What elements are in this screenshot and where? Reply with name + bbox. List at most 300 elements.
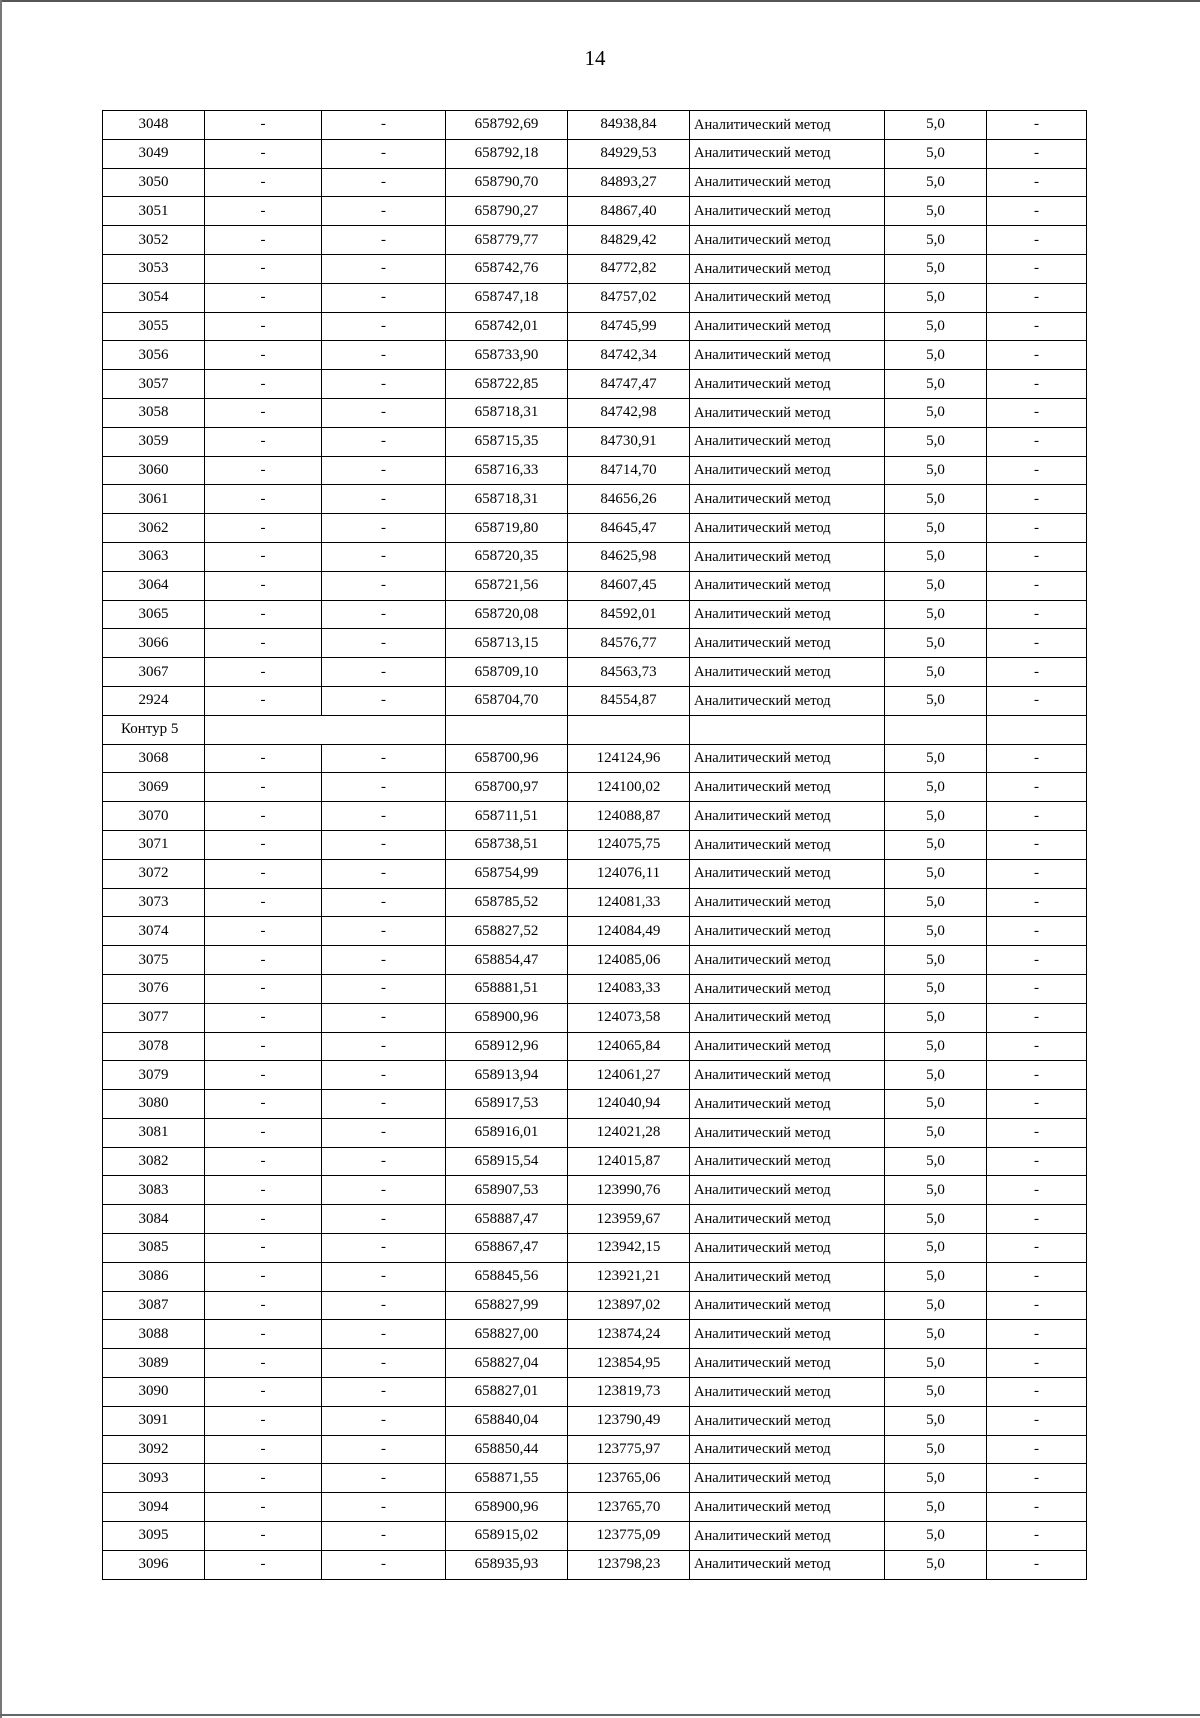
x-coordinate-cell: 658785,52	[446, 888, 568, 917]
y-coordinate-cell: 124124,96	[568, 744, 690, 773]
dash-cell: -	[205, 1378, 322, 1407]
method-cell: Аналитический метод	[690, 1464, 885, 1493]
dash-cell: -	[987, 542, 1087, 571]
dash-cell: -	[205, 1435, 322, 1464]
point-id-cell: 3063	[103, 542, 205, 571]
table-row	[103, 802, 1087, 831]
dash-cell: -	[205, 859, 322, 888]
precision-cell: 5,0	[885, 1320, 987, 1349]
page-border-left	[0, 0, 2, 1718]
y-coordinate-cell: 124073,58	[568, 1003, 690, 1032]
method-cell: Аналитический метод	[690, 139, 885, 168]
dash-cell: -	[987, 1464, 1087, 1493]
dash-cell: -	[987, 974, 1087, 1003]
y-coordinate-cell: 123798,23	[568, 1550, 690, 1579]
dash-cell: -	[322, 1147, 446, 1176]
y-coordinate-cell: 84625,98	[568, 542, 690, 571]
table-row	[103, 1349, 1087, 1378]
method-cell: Аналитический метод	[690, 1262, 885, 1291]
dash-cell: -	[987, 111, 1087, 140]
x-coordinate-cell: 658871,55	[446, 1464, 568, 1493]
table-row	[103, 283, 1087, 312]
dash-cell: -	[205, 802, 322, 831]
point-id-cell: 3084	[103, 1205, 205, 1234]
dash-cell: -	[987, 744, 1087, 773]
point-id-cell: 3058	[103, 398, 205, 427]
table-row	[103, 1550, 1087, 1579]
dash-cell: -	[987, 773, 1087, 802]
y-coordinate-cell: 84563,73	[568, 658, 690, 687]
dash-cell: -	[987, 946, 1087, 975]
method-cell: Аналитический метод	[690, 1090, 885, 1119]
precision-cell: 5,0	[885, 1435, 987, 1464]
y-coordinate-cell: 84867,40	[568, 197, 690, 226]
precision-cell: 5,0	[885, 1003, 987, 1032]
dash-cell: -	[987, 168, 1087, 197]
x-coordinate-cell: 658912,96	[446, 1032, 568, 1061]
dash-cell: -	[205, 312, 322, 341]
table-row	[103, 974, 1087, 1003]
dash-cell: -	[987, 456, 1087, 485]
precision-cell: 5,0	[885, 571, 987, 600]
dash-cell: -	[322, 1378, 446, 1407]
x-coordinate-cell: 658721,56	[446, 571, 568, 600]
table-row	[103, 168, 1087, 197]
point-id-cell: 3080	[103, 1090, 205, 1119]
point-id-cell: 3095	[103, 1522, 205, 1551]
dash-cell: -	[205, 1550, 322, 1579]
y-coordinate-cell: 84745,99	[568, 312, 690, 341]
precision-cell: 5,0	[885, 830, 987, 859]
dash-cell: -	[322, 1234, 446, 1263]
table-row	[103, 1147, 1087, 1176]
precision-cell: 5,0	[885, 658, 987, 687]
coordinates-table	[102, 110, 1087, 1580]
point-id-cell: 3085	[103, 1234, 205, 1263]
dash-cell: -	[205, 658, 322, 687]
point-id-cell: 3056	[103, 341, 205, 370]
point-id-cell: 3082	[103, 1147, 205, 1176]
precision-cell: 5,0	[885, 1176, 987, 1205]
table-row	[103, 1090, 1087, 1119]
precision-cell: 5,0	[885, 254, 987, 283]
point-id-cell: 3048	[103, 111, 205, 140]
dash-cell: -	[205, 226, 322, 255]
dash-cell: -	[322, 514, 446, 543]
x-coordinate-cell: 658711,51	[446, 802, 568, 831]
precision-cell: 5,0	[885, 1493, 987, 1522]
dash-cell: -	[322, 1464, 446, 1493]
x-coordinate-cell: 658900,96	[446, 1493, 568, 1522]
y-coordinate-cell: 84576,77	[568, 629, 690, 658]
precision-cell: 5,0	[885, 1147, 987, 1176]
y-coordinate-cell: 124015,87	[568, 1147, 690, 1176]
dash-cell: -	[987, 427, 1087, 456]
method-cell: Аналитический метод	[690, 1291, 885, 1320]
precision-cell: 5,0	[885, 312, 987, 341]
x-coordinate-cell: 658742,01	[446, 312, 568, 341]
dash-cell: -	[987, 830, 1087, 859]
y-coordinate-cell: 123874,24	[568, 1320, 690, 1349]
dash-cell: -	[987, 341, 1087, 370]
contour-label: Контур 5	[103, 715, 205, 744]
precision-cell: 5,0	[885, 427, 987, 456]
point-id-cell: 3060	[103, 456, 205, 485]
dash-cell: -	[987, 1291, 1087, 1320]
x-coordinate-cell: 658713,15	[446, 629, 568, 658]
dash-cell: -	[205, 1176, 322, 1205]
point-id-cell: 3069	[103, 773, 205, 802]
dash-cell: -	[205, 686, 322, 715]
point-id-cell: 3081	[103, 1118, 205, 1147]
point-id-cell: 3078	[103, 1032, 205, 1061]
dash-cell: -	[205, 571, 322, 600]
method-cell: Аналитический метод	[690, 398, 885, 427]
method-cell: Аналитический метод	[690, 1118, 885, 1147]
x-coordinate-cell: 658827,52	[446, 917, 568, 946]
x-coordinate-cell: 658779,77	[446, 226, 568, 255]
point-id-cell: 3086	[103, 1262, 205, 1291]
x-coordinate-cell: 658827,00	[446, 1320, 568, 1349]
precision-cell: 5,0	[885, 1349, 987, 1378]
dash-cell: -	[205, 514, 322, 543]
y-coordinate-cell: 124088,87	[568, 802, 690, 831]
method-cell: Аналитический метод	[690, 1205, 885, 1234]
precision-cell: 5,0	[885, 1464, 987, 1493]
dash-cell: -	[205, 1205, 322, 1234]
method-cell: Аналитический метод	[690, 802, 885, 831]
y-coordinate-cell: 84645,47	[568, 514, 690, 543]
precision-cell: 5,0	[885, 946, 987, 975]
dash-cell: -	[987, 1061, 1087, 1090]
table-row	[103, 571, 1087, 600]
point-id-cell: 3073	[103, 888, 205, 917]
precision-cell: 5,0	[885, 456, 987, 485]
method-cell: Аналитический метод	[690, 1320, 885, 1349]
dash-cell: -	[987, 859, 1087, 888]
dash-cell: -	[322, 1003, 446, 1032]
precision-cell: 5,0	[885, 1550, 987, 1579]
dash-cell: -	[987, 514, 1087, 543]
table-row	[103, 1061, 1087, 1090]
dash-cell: -	[322, 888, 446, 917]
table-row	[103, 888, 1087, 917]
x-coordinate-cell: 658720,08	[446, 600, 568, 629]
table-row	[103, 427, 1087, 456]
dash-cell: -	[205, 197, 322, 226]
dash-cell: -	[987, 571, 1087, 600]
method-cell: Аналитический метод	[690, 427, 885, 456]
empty-cell	[446, 715, 568, 744]
x-coordinate-cell: 658935,93	[446, 1550, 568, 1579]
point-id-cell: 3062	[103, 514, 205, 543]
dash-cell: -	[205, 1032, 322, 1061]
y-coordinate-cell: 123921,21	[568, 1262, 690, 1291]
method-cell: Аналитический метод	[690, 686, 885, 715]
y-coordinate-cell: 84893,27	[568, 168, 690, 197]
point-id-cell: 3074	[103, 917, 205, 946]
dash-cell: -	[987, 1147, 1087, 1176]
empty-cell	[987, 715, 1087, 744]
point-id-cell: 3087	[103, 1291, 205, 1320]
y-coordinate-cell: 123790,49	[568, 1406, 690, 1435]
dash-cell: -	[205, 1118, 322, 1147]
dash-cell: -	[987, 686, 1087, 715]
x-coordinate-cell: 658792,69	[446, 111, 568, 140]
dash-cell: -	[322, 1291, 446, 1320]
method-cell: Аналитический метод	[690, 111, 885, 140]
dash-cell: -	[322, 917, 446, 946]
point-id-cell: 3055	[103, 312, 205, 341]
dash-cell: -	[205, 744, 322, 773]
dash-cell: -	[205, 168, 322, 197]
x-coordinate-cell: 658733,90	[446, 341, 568, 370]
point-id-cell: 3094	[103, 1493, 205, 1522]
y-coordinate-cell: 84829,42	[568, 226, 690, 255]
precision-cell: 5,0	[885, 341, 987, 370]
x-coordinate-cell: 658742,76	[446, 254, 568, 283]
dash-cell: -	[987, 370, 1087, 399]
table-row	[103, 917, 1087, 946]
y-coordinate-cell: 124076,11	[568, 859, 690, 888]
method-cell: Аналитический метод	[690, 571, 885, 600]
point-id-cell: 3077	[103, 1003, 205, 1032]
y-coordinate-cell: 84772,82	[568, 254, 690, 283]
table-row	[103, 139, 1087, 168]
contour-header-row	[103, 715, 1087, 744]
method-cell: Аналитический метод	[690, 1406, 885, 1435]
method-cell: Аналитический метод	[690, 830, 885, 859]
dash-cell: -	[205, 1291, 322, 1320]
point-id-cell: 3096	[103, 1550, 205, 1579]
dash-cell: -	[987, 1176, 1087, 1205]
dash-cell: -	[205, 974, 322, 1003]
point-id-cell: 3072	[103, 859, 205, 888]
dash-cell: -	[322, 1349, 446, 1378]
precision-cell: 5,0	[885, 1061, 987, 1090]
method-cell: Аналитический метод	[690, 1435, 885, 1464]
y-coordinate-cell: 123775,97	[568, 1435, 690, 1464]
point-id-cell: 3088	[103, 1320, 205, 1349]
x-coordinate-cell: 658790,27	[446, 197, 568, 226]
dash-cell: -	[987, 139, 1087, 168]
table-row	[103, 398, 1087, 427]
precision-cell: 5,0	[885, 744, 987, 773]
dash-cell: -	[987, 1493, 1087, 1522]
empty-cell	[568, 715, 690, 744]
method-cell: Аналитический метод	[690, 1522, 885, 1551]
point-id-cell: 3068	[103, 744, 205, 773]
point-id-cell: 3059	[103, 427, 205, 456]
precision-cell: 5,0	[885, 802, 987, 831]
y-coordinate-cell: 124100,02	[568, 773, 690, 802]
y-coordinate-cell: 123942,15	[568, 1234, 690, 1263]
dash-cell: -	[205, 111, 322, 140]
point-id-cell: 3049	[103, 139, 205, 168]
method-cell: Аналитический метод	[690, 1349, 885, 1378]
dash-cell: -	[205, 398, 322, 427]
x-coordinate-cell: 658747,18	[446, 283, 568, 312]
dash-cell: -	[205, 456, 322, 485]
x-coordinate-cell: 658916,01	[446, 1118, 568, 1147]
dash-cell: -	[205, 1406, 322, 1435]
table-row	[103, 686, 1087, 715]
x-coordinate-cell: 658900,96	[446, 1003, 568, 1032]
x-coordinate-cell: 658715,35	[446, 427, 568, 456]
table-row	[103, 1435, 1087, 1464]
dash-cell: -	[987, 1090, 1087, 1119]
y-coordinate-cell: 84757,02	[568, 283, 690, 312]
y-coordinate-cell: 123765,70	[568, 1493, 690, 1522]
dash-cell: -	[205, 1234, 322, 1263]
dash-cell: -	[322, 139, 446, 168]
dash-cell: -	[987, 226, 1087, 255]
dash-cell: -	[205, 283, 322, 312]
table-row	[103, 1378, 1087, 1407]
dash-cell: -	[322, 744, 446, 773]
x-coordinate-cell: 658827,04	[446, 1349, 568, 1378]
table-row	[103, 773, 1087, 802]
precision-cell: 5,0	[885, 974, 987, 1003]
precision-cell: 5,0	[885, 514, 987, 543]
dash-cell: -	[322, 312, 446, 341]
y-coordinate-cell: 124085,06	[568, 946, 690, 975]
dash-cell: -	[322, 283, 446, 312]
dash-cell: -	[205, 600, 322, 629]
y-coordinate-cell: 123854,95	[568, 1349, 690, 1378]
dash-cell: -	[205, 917, 322, 946]
precision-cell: 5,0	[885, 398, 987, 427]
x-coordinate-cell: 658827,01	[446, 1378, 568, 1407]
point-id-cell: 3070	[103, 802, 205, 831]
dash-cell: -	[322, 1176, 446, 1205]
y-coordinate-cell: 84656,26	[568, 485, 690, 514]
dash-cell: -	[322, 456, 446, 485]
table-row	[103, 1234, 1087, 1263]
precision-cell: 5,0	[885, 168, 987, 197]
method-cell: Аналитический метод	[690, 629, 885, 658]
dash-cell: -	[205, 946, 322, 975]
x-coordinate-cell: 658915,02	[446, 1522, 568, 1551]
point-id-cell: 3054	[103, 283, 205, 312]
dash-cell: -	[987, 1378, 1087, 1407]
precision-cell: 5,0	[885, 139, 987, 168]
table-row	[103, 370, 1087, 399]
dash-cell: -	[322, 1493, 446, 1522]
method-cell: Аналитический метод	[690, 1061, 885, 1090]
precision-cell: 5,0	[885, 542, 987, 571]
dash-cell: -	[205, 888, 322, 917]
dash-cell: -	[322, 1435, 446, 1464]
table-row	[103, 485, 1087, 514]
table-row	[103, 1032, 1087, 1061]
table-row	[103, 456, 1087, 485]
method-cell: Аналитический метод	[690, 1003, 885, 1032]
y-coordinate-cell: 124081,33	[568, 888, 690, 917]
point-id-cell: 3051	[103, 197, 205, 226]
dash-cell: -	[987, 283, 1087, 312]
precision-cell: 5,0	[885, 1262, 987, 1291]
point-id-cell: 3067	[103, 658, 205, 687]
dash-cell: -	[322, 1118, 446, 1147]
dash-cell: -	[322, 600, 446, 629]
y-coordinate-cell: 84592,01	[568, 600, 690, 629]
precision-cell: 5,0	[885, 1032, 987, 1061]
x-coordinate-cell: 658840,04	[446, 1406, 568, 1435]
dash-cell: -	[205, 1464, 322, 1493]
dash-cell: -	[322, 254, 446, 283]
point-id-cell: 3090	[103, 1378, 205, 1407]
y-coordinate-cell: 123765,06	[568, 1464, 690, 1493]
method-cell: Аналитический метод	[690, 226, 885, 255]
method-cell: Аналитический метод	[690, 974, 885, 1003]
dash-cell: -	[205, 1493, 322, 1522]
method-cell: Аналитический метод	[690, 514, 885, 543]
point-id-cell: 2924	[103, 686, 205, 715]
x-coordinate-cell: 658790,70	[446, 168, 568, 197]
dash-cell: -	[322, 773, 446, 802]
y-coordinate-cell: 84607,45	[568, 571, 690, 600]
dash-cell: -	[322, 1061, 446, 1090]
dash-cell: -	[987, 1435, 1087, 1464]
x-coordinate-cell: 658845,56	[446, 1262, 568, 1291]
dash-cell: -	[322, 427, 446, 456]
precision-cell: 5,0	[885, 1406, 987, 1435]
table-row	[103, 658, 1087, 687]
dash-cell: -	[987, 485, 1087, 514]
dash-cell: -	[205, 254, 322, 283]
point-id-cell: 3093	[103, 1464, 205, 1493]
method-cell: Аналитический метод	[690, 1176, 885, 1205]
y-coordinate-cell: 124065,84	[568, 1032, 690, 1061]
dash-cell: -	[322, 974, 446, 1003]
precision-cell: 5,0	[885, 1522, 987, 1551]
empty-cell	[205, 715, 446, 744]
table-row	[103, 1003, 1087, 1032]
precision-cell: 5,0	[885, 1090, 987, 1119]
dash-cell: -	[987, 802, 1087, 831]
table-row	[103, 254, 1087, 283]
precision-cell: 5,0	[885, 111, 987, 140]
method-cell: Аналитический метод	[690, 1378, 885, 1407]
table-row	[103, 1118, 1087, 1147]
method-cell: Аналитический метод	[690, 485, 885, 514]
dash-cell: -	[322, 802, 446, 831]
dash-cell: -	[987, 629, 1087, 658]
method-cell: Аналитический метод	[690, 600, 885, 629]
dash-cell: -	[987, 1234, 1087, 1263]
dash-cell: -	[987, 1406, 1087, 1435]
page-border-top	[0, 0, 1200, 2]
dash-cell: -	[205, 1262, 322, 1291]
y-coordinate-cell: 124083,33	[568, 974, 690, 1003]
page-border-bottom	[0, 1714, 1200, 1716]
method-cell: Аналитический метод	[690, 773, 885, 802]
x-coordinate-cell: 658887,47	[446, 1205, 568, 1234]
y-coordinate-cell: 123897,02	[568, 1291, 690, 1320]
precision-cell: 5,0	[885, 917, 987, 946]
table-row	[103, 341, 1087, 370]
dash-cell: -	[205, 1061, 322, 1090]
dash-cell: -	[205, 370, 322, 399]
dash-cell: -	[322, 370, 446, 399]
x-coordinate-cell: 658881,51	[446, 974, 568, 1003]
method-cell: Аналитический метод	[690, 1493, 885, 1522]
dash-cell: -	[322, 686, 446, 715]
precision-cell: 5,0	[885, 1118, 987, 1147]
y-coordinate-cell: 84730,91	[568, 427, 690, 456]
point-id-cell: 3064	[103, 571, 205, 600]
